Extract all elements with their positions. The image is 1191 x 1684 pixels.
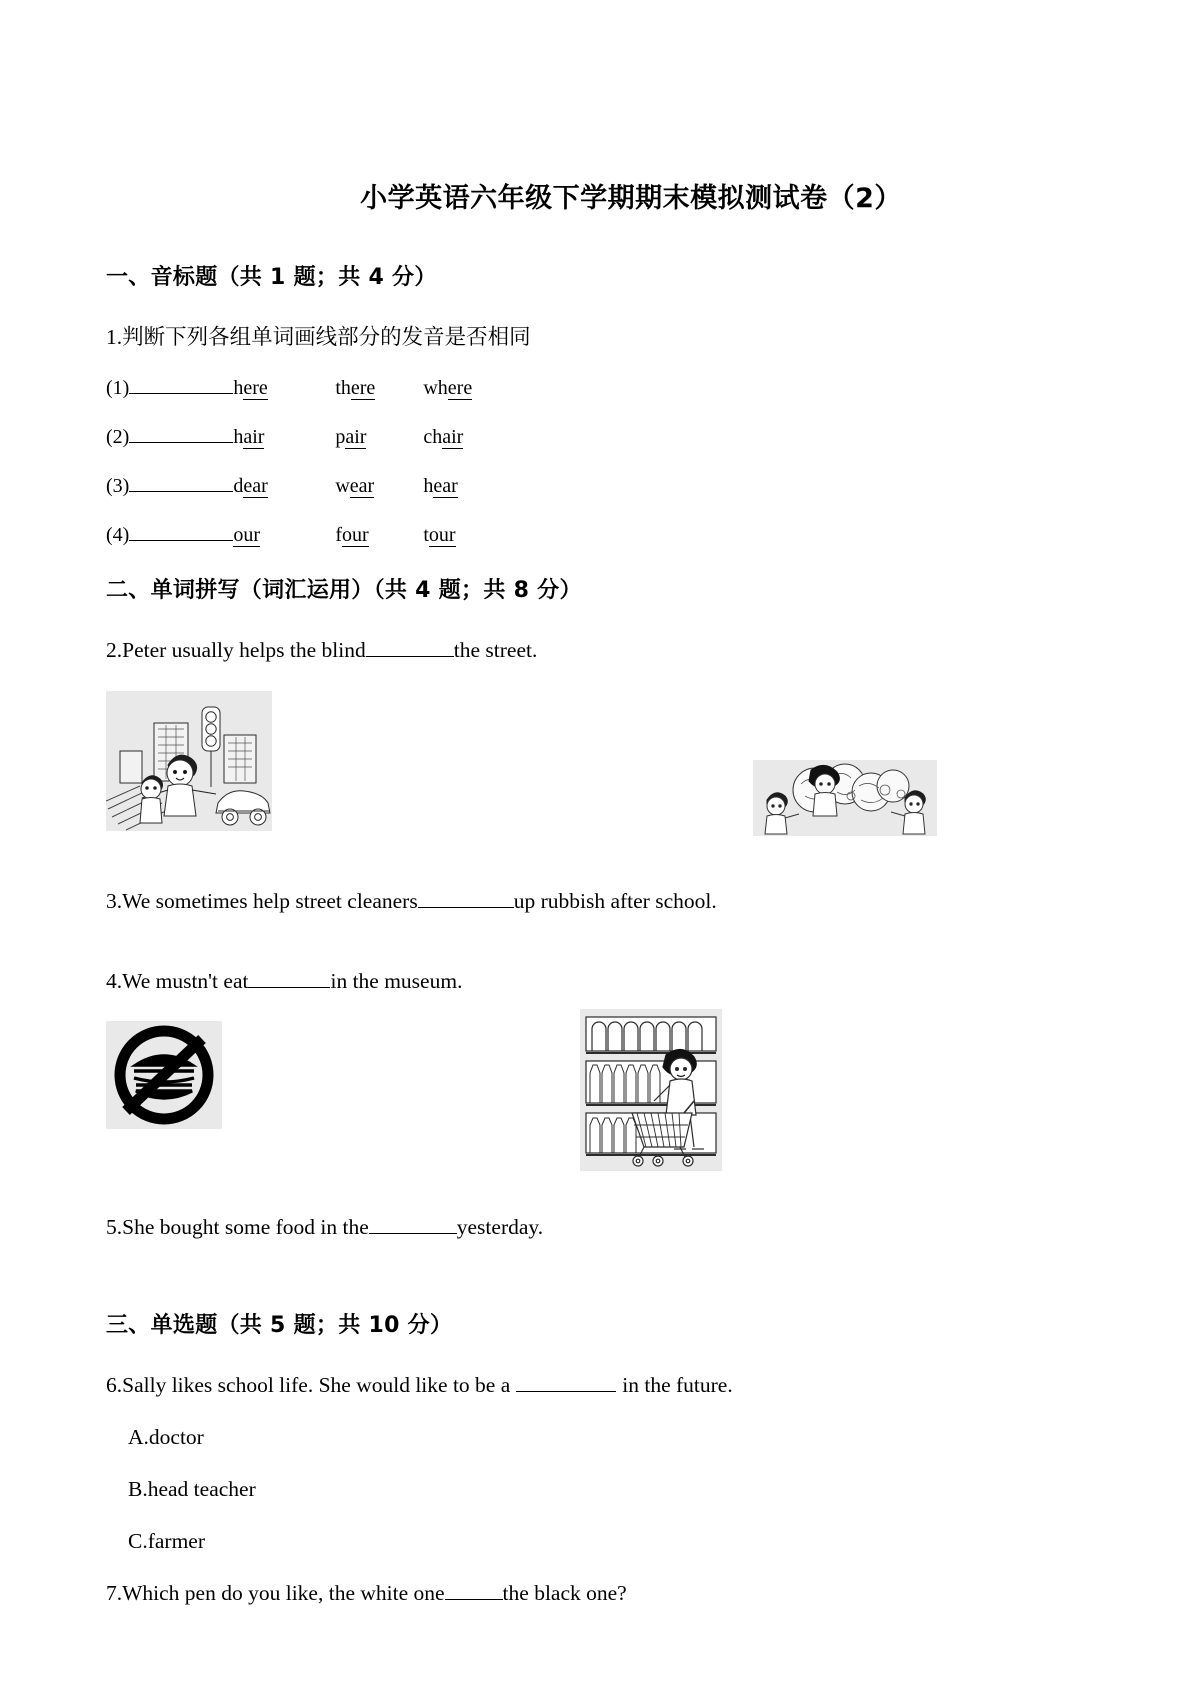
underlined-part: our xyxy=(233,524,260,547)
page-title: 小学英语六年级下学期期末模拟测试卷（2） xyxy=(360,183,902,214)
question-6-option-c[interactable]: C.farmer xyxy=(128,1529,206,1554)
question-2-answer-blank[interactable] xyxy=(366,656,454,657)
underlined-part: our xyxy=(342,524,369,547)
phonetic-row-2 xyxy=(106,426,1066,449)
section-heading-3: 三、单选题（共 5 题；共 10 分） xyxy=(106,1312,453,1338)
section-heading-2: 二、单词拼写（词汇运用）（共 4 题；共 8 分） xyxy=(106,578,582,604)
phonetic-word: here xyxy=(233,377,268,400)
phonetic-word: there xyxy=(335,377,376,400)
underlined-part: ear xyxy=(349,475,375,498)
question-6-answer-blank[interactable] xyxy=(516,1391,616,1392)
phonetic-row-2-answer-blank[interactable] xyxy=(129,442,233,443)
question-4 xyxy=(106,969,1066,994)
underlined-part: ear xyxy=(243,475,268,498)
girl-shopping-supermarket-illustration xyxy=(580,1009,722,1171)
underlined-part: ere xyxy=(447,377,473,400)
underlined-part: ere xyxy=(350,377,376,400)
phonetic-word: tour xyxy=(423,524,456,547)
question-6-option-a[interactable]: A.doctor xyxy=(128,1425,204,1450)
phonetic-row-1-answer-blank[interactable] xyxy=(129,393,233,394)
question-7-text-before: 7.Which pen do you like, the white one xyxy=(106,1581,445,1606)
phonetic-word: dear xyxy=(233,475,268,498)
phonetic-row-4-label: (4) xyxy=(106,524,130,547)
question-3-text-before: 3.We sometimes help street cleaners xyxy=(106,888,418,913)
question-7-text-after: the black one? xyxy=(502,1581,627,1606)
question-5-text-before: 5.She bought some food in the xyxy=(106,1215,369,1240)
question-1-prompt: 1.判断下列各组单词画线部分的发音是否相同 xyxy=(106,325,531,349)
question-5-text-after: yesterday. xyxy=(456,1215,544,1240)
question-3 xyxy=(106,889,1066,914)
question-5 xyxy=(106,1215,1066,1240)
underlined-part: air xyxy=(442,426,464,449)
page-content xyxy=(106,176,1066,1607)
question-6 xyxy=(106,1373,1066,1398)
phonetic-word: chair xyxy=(423,426,464,449)
phonetic-row-4 xyxy=(106,524,1066,547)
phonetic-word: where xyxy=(423,377,473,400)
children-picking-up-rubbish-illustration xyxy=(753,760,937,836)
underlined-part: ear xyxy=(433,475,458,498)
question-7 xyxy=(106,1581,1066,1606)
question-3-answer-blank[interactable] xyxy=(418,907,514,908)
question-5-answer-blank[interactable] xyxy=(369,1233,457,1234)
phonetic-word: wear xyxy=(335,475,375,498)
question-2-text-before: 2.Peter usually helps the blind xyxy=(106,638,366,663)
question-2-text-after: the street. xyxy=(453,638,538,663)
phonetic-word: pair xyxy=(335,426,367,449)
question-6-option-b[interactable]: B.head teacher xyxy=(128,1477,256,1502)
question-6-text-before: 6.Sally likes school life. She would like to be a xyxy=(106,1372,511,1397)
phonetic-row-3-label: (3) xyxy=(106,475,130,498)
phonetic-word xyxy=(233,524,321,547)
children-crossing-street-illustration xyxy=(106,691,272,831)
question-3-text-after: up rubbish after school. xyxy=(513,888,717,913)
phonetic-row-1 xyxy=(106,377,1066,400)
phonetic-word: hear xyxy=(423,475,458,498)
phonetic-row-1-label: (1) xyxy=(106,377,130,400)
underlined-part: air xyxy=(243,426,265,449)
phonetic-word: hair xyxy=(233,426,265,449)
underlined-part: our xyxy=(428,524,456,547)
question-4-answer-blank[interactable] xyxy=(248,987,330,988)
section-heading-1: 一、音标题（共 1 题；共 4 分） xyxy=(106,265,437,290)
question-2 xyxy=(106,638,1066,663)
phonetic-row-2-label: (2) xyxy=(106,426,130,449)
underlined-part: ere xyxy=(243,377,268,400)
no-eating-sign-illustration xyxy=(106,1021,222,1129)
question-4-text-after: in the museum. xyxy=(330,969,463,994)
question-4-text-before: 4.We mustn't eat xyxy=(106,969,249,994)
phonetic-row-4-answer-blank[interactable] xyxy=(129,540,233,541)
question-7-answer-blank[interactable] xyxy=(445,1599,503,1600)
question-6-text-after: in the future. xyxy=(622,1372,733,1397)
phonetic-word: four xyxy=(335,524,369,547)
phonetic-row-3 xyxy=(106,475,1066,498)
underlined-part: air xyxy=(345,426,367,449)
phonetic-row-3-answer-blank[interactable] xyxy=(129,491,233,492)
